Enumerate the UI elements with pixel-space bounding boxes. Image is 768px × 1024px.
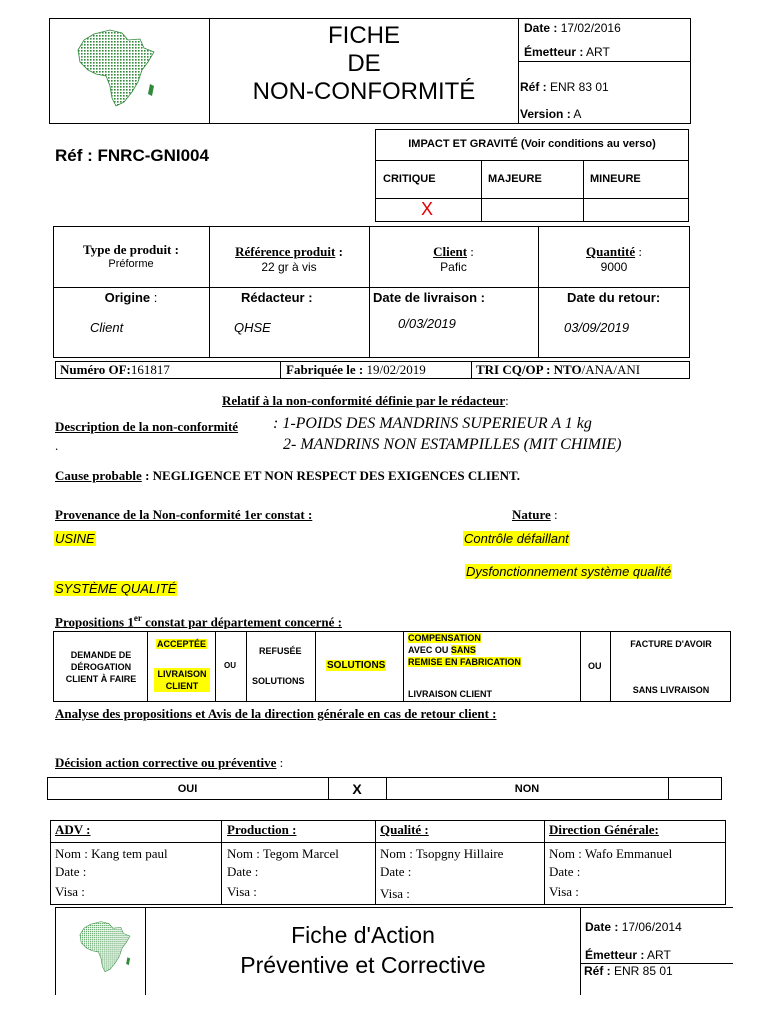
impact-critique-mark: X [421, 199, 434, 219]
nc-section-title: Relatif à la non-conformité définie par le rédacteur [222, 393, 506, 408]
sig-direction-visa: Visa : [549, 884, 579, 899]
origine-label: Origine [104, 290, 151, 305]
ou-1: OU [224, 661, 236, 670]
quantity-value: 9000 [600, 260, 628, 274]
quantity-label: Quantité [586, 244, 636, 259]
provenance-systeme: SYSTÈME QUALITÉ [55, 581, 177, 596]
header-emetteur-value: ART [586, 45, 610, 59]
desc-label: Description de la non-conformité [55, 419, 239, 434]
header-emetteur-label: Émetteur : [524, 45, 584, 59]
nature-label: Nature [512, 507, 551, 522]
origine-value: Client [90, 320, 124, 335]
livraison-label: Date de livraison : [373, 290, 485, 305]
sig-direction-title: Direction Générale: [549, 822, 659, 837]
footer-date-label: Date : [585, 920, 619, 934]
provenance-usine: USINE [55, 531, 95, 546]
livraison-client-2: LIVRAISON CLIENT [408, 689, 493, 699]
fabrique-value: 19/02/2019 [366, 362, 426, 377]
header-title-line1: FICHE [328, 22, 400, 49]
of-number-value: 161817 [130, 362, 170, 377]
redacteur-label: Rédacteur : [241, 290, 313, 305]
tri-value-bold: NTO [553, 362, 582, 377]
solutions-option: SOLUTIONS [327, 660, 386, 671]
propositions-title: Propositions 1 [55, 614, 134, 630]
header-title-line2: DE [347, 50, 381, 77]
tri-label: TRI CQ/OP : [476, 362, 551, 377]
decision-x-mark: X [352, 780, 362, 797]
refusee-option: REFUSÉE [259, 646, 302, 656]
footer-date-value: 17/06/2014 [621, 920, 682, 934]
retour-value: 03/09/2019 [564, 320, 630, 335]
livraison-value: 0/03/2019 [398, 316, 456, 331]
document-reference: Réf : FNRC-GNI004 [55, 146, 209, 165]
header-ref-value: ENR 83 01 [550, 80, 609, 94]
footer-ref-value: ENR 85 01 [614, 964, 673, 978]
client-label: Client [433, 244, 468, 259]
desc-line1: : 1-POIDS DES MANDRINS SUPERIEUR A 1 kg [273, 415, 592, 432]
decision-title: Décision action corrective ou préventive [55, 755, 277, 770]
header-title-line3: NON-CONFORMITÉ [252, 78, 476, 105]
sig-qualite-visa: Visa : [380, 886, 410, 901]
impact-level-mineure: MINEURE [590, 173, 641, 185]
ou-2: OU [588, 661, 602, 671]
sig-adv-title: ADV : [55, 822, 91, 837]
livraison-client-option: LIVRAISON CLIENT [154, 668, 210, 692]
sig-production-visa: Visa : [227, 884, 257, 899]
sig-direction-date: Date : [549, 864, 581, 879]
product-type-value: Préforme [108, 258, 154, 270]
header-version-value: A [573, 107, 582, 121]
decision-non: NON [514, 782, 540, 795]
sig-qualite-nom: Nom : Tsopgny Hillaire [380, 846, 504, 861]
demande-derogation: DEMANDE DE DÉROGATION CLIENT À FAIRE [65, 650, 137, 684]
sig-adv-visa: Visa : [55, 884, 85, 899]
africa-logo-icon [66, 26, 166, 111]
footer-emetteur-value: ART [647, 948, 671, 962]
desc-line2: 2- MANDRINS NON ESTAMPILLES (MIT CHIMIE) [283, 436, 622, 453]
sig-qualite-date: Date : [380, 864, 412, 879]
retour-label: Date du retour: [567, 290, 661, 305]
sig-production-nom: Nom : Tegom Marcel [227, 846, 339, 861]
impact-level-majeure: MAJEURE [488, 173, 542, 185]
sig-adv-date: Date : [55, 864, 87, 879]
sans-livraison: SANS LIVRAISON [632, 685, 710, 695]
nature-dysfonctionnement: Dysfonctionnement système qualité [466, 564, 672, 579]
solutions-small: SOLUTIONS [252, 676, 305, 686]
product-type-label: Type de produit : [83, 242, 179, 257]
nature-controle: Contrôle défaillant [464, 531, 569, 546]
fabrique-label: Fabriquée le : [286, 362, 364, 377]
header-date-value: 17/02/2016 [560, 21, 621, 35]
sig-direction-nom: Nom : Wafo Emmanuel [549, 846, 673, 861]
footer-emetteur-label: Émetteur : [585, 948, 645, 962]
facture-avoir: FACTURE D'AVOIR [630, 639, 712, 649]
of-number-label: Numéro OF: [60, 362, 131, 377]
header-version-label: Version : [520, 107, 571, 121]
provenance-label: Provenance de la Non-conformité 1er constat : [55, 507, 313, 522]
impact-title: IMPACT ET GRAVITÉ (Voir conditions au verso) [408, 138, 656, 150]
product-ref-value: 22 gr à vis [261, 260, 317, 274]
footer-ref-label: Réf : [584, 964, 611, 978]
sig-production-date: Date : [227, 864, 259, 879]
compensation-option: COMPENSATION [408, 633, 481, 643]
client-value: Pafic [440, 260, 467, 274]
sig-qualite-title: Qualité : [380, 822, 429, 837]
sig-adv-nom: Nom : Kang tem paul [55, 846, 168, 861]
header-date-label: Date : [524, 21, 558, 35]
analyse-title: Analyse des propositions et Avis de la direction générale en cas de retour client : [55, 706, 497, 721]
remise-fabrication: REMISE EN FABRICATION [408, 657, 521, 667]
cause-value: : NEGLIGENCE ET NON RESPECT DES EXIGENCES CLIENT. [141, 468, 520, 483]
cause-label: Cause probable [55, 468, 142, 483]
impact-level-critique: CRITIQUE [383, 173, 436, 185]
product-ref-label: Référence produit [235, 244, 336, 259]
redacteur-value: QHSE [234, 320, 271, 335]
sig-production-title: Production : [227, 822, 297, 837]
header-ref-label: Réf : [520, 80, 547, 94]
africa-logo-icon [72, 912, 138, 982]
tri-value-rest: /ANA/ANI [581, 362, 641, 377]
acceptee-option: ACCEPTÉE [157, 639, 207, 649]
footer-title-line1: Fiche d'Action [291, 922, 435, 948]
decision-oui: OUI [177, 782, 198, 795]
footer-title-line2: Préventive et Corrective [240, 952, 486, 978]
